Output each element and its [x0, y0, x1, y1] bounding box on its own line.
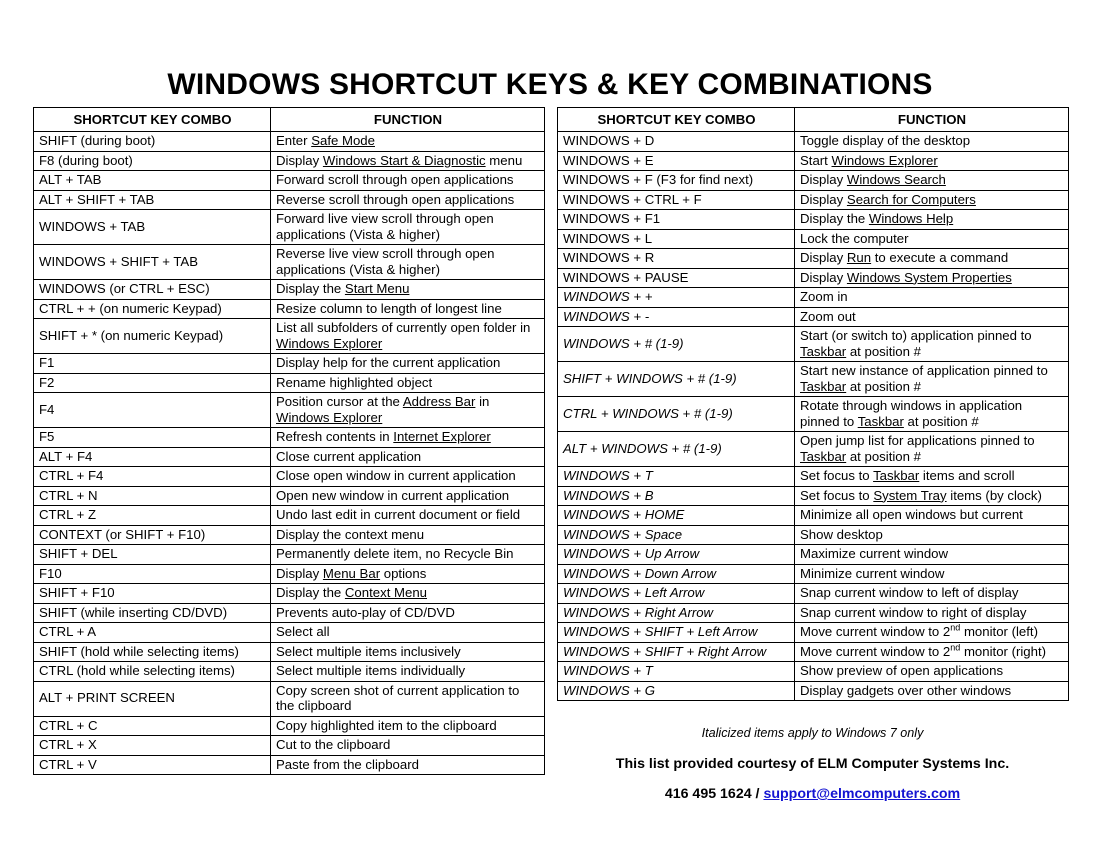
- cell-function: Rename highlighted object: [271, 373, 545, 393]
- cell-shortcut-combo: ALT + SHIFT + TAB: [34, 190, 271, 210]
- cell-shortcut-combo: CTRL + WINDOWS + # (1-9): [558, 397, 795, 432]
- cell-shortcut-combo: WINDOWS + TAB: [34, 210, 271, 245]
- column-header-combo: SHORTCUT KEY COMBO: [34, 108, 271, 132]
- cell-shortcut-combo: WINDOWS + F1: [558, 210, 795, 230]
- table-row: [34, 584, 545, 604]
- table-row: [34, 506, 545, 526]
- cell-function: Position cursor at the Address Bar in Windows Explorer: [271, 393, 545, 428]
- cell-function: Select all: [271, 623, 545, 643]
- cell-function: Snap current window to left of display: [795, 584, 1069, 604]
- cell-function: Forward scroll through open applications: [271, 171, 545, 191]
- cell-shortcut-combo: WINDOWS + Space: [558, 525, 795, 545]
- cell-shortcut-combo: WINDOWS + CTRL + F: [558, 190, 795, 210]
- table-row: [558, 525, 1069, 545]
- cell-function: Refresh contents in Internet Explorer: [271, 428, 545, 448]
- cell-shortcut-combo: SHIFT (during boot): [34, 132, 271, 152]
- cell-function: Open jump list for applications pinned to Taskbar at position #: [795, 432, 1069, 467]
- cell-shortcut-combo: SHIFT + DEL: [34, 545, 271, 565]
- cell-function: Resize column to length of longest line: [271, 299, 545, 319]
- cell-shortcut-combo: WINDOWS + SHIFT + TAB: [34, 245, 271, 280]
- cell-shortcut-combo: SHIFT + WINDOWS + # (1-9): [558, 362, 795, 397]
- cell-shortcut-combo: WINDOWS + Down Arrow: [558, 564, 795, 584]
- cell-function: Start new instance of application pinned to Taskbar at position #: [795, 362, 1069, 397]
- cell-shortcut-combo: CTRL + A: [34, 623, 271, 643]
- cell-function: Display Windows Search: [795, 171, 1069, 191]
- cell-function: Undo last edit in current document or field: [271, 506, 545, 526]
- table-row: [34, 662, 545, 682]
- table-row: [34, 486, 545, 506]
- table-row: [558, 307, 1069, 327]
- cell-function: Display the Start Menu: [271, 280, 545, 300]
- table-row: [34, 210, 545, 245]
- cell-shortcut-combo: WINDOWS + T: [558, 662, 795, 682]
- cell-function: Set focus to System Tray items (by clock): [795, 486, 1069, 506]
- cell-shortcut-combo: WINDOWS + # (1-9): [558, 327, 795, 362]
- table-row: [558, 467, 1069, 487]
- cell-shortcut-combo: WINDOWS + Right Arrow: [558, 603, 795, 623]
- table-row: [558, 432, 1069, 467]
- table-row: [34, 716, 545, 736]
- table-row: [558, 190, 1069, 210]
- cell-shortcut-combo: SHIFT + * (on numeric Keypad): [34, 319, 271, 354]
- table-row: [34, 564, 545, 584]
- table-row: [558, 681, 1069, 701]
- table-row: [558, 249, 1069, 269]
- cell-function: Display Run to execute a command: [795, 249, 1069, 269]
- cell-shortcut-combo: SHIFT + F10: [34, 584, 271, 604]
- cell-function: Show desktop: [795, 525, 1069, 545]
- cell-shortcut-combo: CTRL + C: [34, 716, 271, 736]
- cell-shortcut-combo: WINDOWS + SHIFT + Left Arrow: [558, 623, 795, 643]
- table-row: [34, 525, 545, 545]
- cell-shortcut-combo: WINDOWS + R: [558, 249, 795, 269]
- table-row: [34, 545, 545, 565]
- cell-function: Display the context menu: [271, 525, 545, 545]
- footer-courtesy-line: This list provided courtesy of ELM Computer Systems Inc.: [615, 756, 1010, 772]
- table-row: [34, 299, 545, 319]
- cell-function: Permanently delete item, no Recycle Bin: [271, 545, 545, 565]
- cell-shortcut-combo: CTRL + V: [34, 755, 271, 775]
- table-row: [558, 229, 1069, 249]
- cell-function: Show preview of open applications: [795, 662, 1069, 682]
- footer: [557, 725, 1068, 803]
- table-row: [34, 755, 545, 775]
- cell-function: Display help for the current application: [271, 354, 545, 374]
- cell-function: Set focus to Taskbar items and scroll: [795, 467, 1069, 487]
- cell-shortcut-combo: F1: [34, 354, 271, 374]
- cell-shortcut-combo: WINDOWS + B: [558, 486, 795, 506]
- cell-shortcut-combo: WINDOWS + E: [558, 151, 795, 171]
- table-row: [34, 681, 545, 716]
- cell-function: Display the Windows Help: [795, 210, 1069, 230]
- table-row: [34, 428, 545, 448]
- cell-shortcut-combo: CTRL + X: [34, 736, 271, 756]
- cell-function: Close open window in current application: [271, 467, 545, 487]
- cell-shortcut-combo: WINDOWS + T: [558, 467, 795, 487]
- cell-function: Move current window to 2nd monitor (left): [795, 623, 1069, 643]
- cell-function: Paste from the clipboard: [271, 755, 545, 775]
- cell-shortcut-combo: WINDOWS + Up Arrow: [558, 545, 795, 565]
- cell-function: Forward live view scroll through open applications (Vista & higher): [271, 210, 545, 245]
- cell-shortcut-combo: F10: [34, 564, 271, 584]
- table-row: [34, 171, 545, 191]
- cell-function: Lock the computer: [795, 229, 1069, 249]
- shortcut-table-left: [33, 107, 545, 775]
- table-row: [558, 486, 1069, 506]
- cell-shortcut-combo: WINDOWS + SHIFT + Right Arrow: [558, 642, 795, 662]
- cell-shortcut-combo: ALT + F4: [34, 447, 271, 467]
- table-row: [558, 132, 1069, 152]
- table-row: [558, 545, 1069, 565]
- cell-function: Reverse scroll through open applications: [271, 190, 545, 210]
- cell-shortcut-combo: WINDOWS + -: [558, 307, 795, 327]
- cell-shortcut-combo: CTRL (hold while selecting items): [34, 662, 271, 682]
- cell-function: Zoom out: [795, 307, 1069, 327]
- table-row: [34, 319, 545, 354]
- table-row: [558, 506, 1069, 526]
- table-row: [34, 736, 545, 756]
- cell-function: Display Search for Computers: [795, 190, 1069, 210]
- cell-function: Cut to the clipboard: [271, 736, 545, 756]
- cell-shortcut-combo: ALT + WINDOWS + # (1-9): [558, 432, 795, 467]
- cell-shortcut-combo: SHIFT (while inserting CD/DVD): [34, 603, 271, 623]
- table-row: [558, 584, 1069, 604]
- cell-function: Start (or switch to) application pinned to Taskbar at position #: [795, 327, 1069, 362]
- cell-shortcut-combo: WINDOWS (or CTRL + ESC): [34, 280, 271, 300]
- footer-phone: 416 495 1624: [664, 786, 752, 802]
- cell-shortcut-combo: SHIFT (hold while selecting items): [34, 642, 271, 662]
- table-row: [558, 151, 1069, 171]
- table-row: [34, 280, 545, 300]
- table-body-left: [34, 132, 545, 775]
- cell-function: Copy screen shot of current application to the clipboard: [271, 681, 545, 716]
- table-row: [34, 132, 545, 152]
- cell-function: Display gadgets over other windows: [795, 681, 1069, 701]
- cell-shortcut-combo: ALT + PRINT SCREEN: [34, 681, 271, 716]
- table-row: [558, 288, 1069, 308]
- table-row: [34, 354, 545, 374]
- cell-function: Display Menu Bar options: [271, 564, 545, 584]
- cell-function: Select multiple items individually: [271, 662, 545, 682]
- cell-shortcut-combo: CTRL + F4: [34, 467, 271, 487]
- cell-function: Copy highlighted item to the clipboard: [271, 716, 545, 736]
- column-header-function: FUNCTION: [271, 108, 545, 132]
- cell-function: Zoom in: [795, 288, 1069, 308]
- cell-shortcut-combo: CTRL + + (on numeric Keypad): [34, 299, 271, 319]
- table-row: [558, 397, 1069, 432]
- cell-function: Close current application: [271, 447, 545, 467]
- table-row: [34, 151, 545, 171]
- cell-shortcut-combo: WINDOWS + HOME: [558, 506, 795, 526]
- cell-shortcut-combo: ALT + TAB: [34, 171, 271, 191]
- table-row: [558, 210, 1069, 230]
- cell-function: Snap current window to right of display: [795, 603, 1069, 623]
- cell-function: Display Windows System Properties: [795, 268, 1069, 288]
- cell-shortcut-combo: F8 (during boot): [34, 151, 271, 171]
- cell-function: Toggle display of the desktop: [795, 132, 1069, 152]
- table-body-right: [558, 132, 1069, 701]
- cell-function: Minimize current window: [795, 564, 1069, 584]
- cell-function: Rotate through windows in application pinned to Taskbar at position #: [795, 397, 1069, 432]
- cell-shortcut-combo: CTRL + N: [34, 486, 271, 506]
- column-header-combo: SHORTCUT KEY COMBO: [558, 108, 795, 132]
- cell-shortcut-combo: WINDOWS + L: [558, 229, 795, 249]
- table-row: [34, 245, 545, 280]
- cell-function: List all subfolders of currently open folder in Windows Explorer: [271, 319, 545, 354]
- table-row: [558, 171, 1069, 191]
- cell-shortcut-combo: WINDOWS + Left Arrow: [558, 584, 795, 604]
- footer-italic-note: Italicized items apply to Windows 7 only: [701, 726, 924, 740]
- cell-shortcut-combo: CONTEXT (or SHIFT + F10): [34, 525, 271, 545]
- table-row: [558, 268, 1069, 288]
- cell-function: Start Windows Explorer: [795, 151, 1069, 171]
- table-row: [558, 603, 1069, 623]
- cell-function: Reverse live view scroll through open applications (Vista & higher): [271, 245, 545, 280]
- table-row: [34, 393, 545, 428]
- cell-function: Move current window to 2nd monitor (right): [795, 642, 1069, 662]
- cell-function: Enter Safe Mode: [271, 132, 545, 152]
- table-row: [34, 467, 545, 487]
- table-header-row: [34, 108, 545, 132]
- cell-function: Prevents auto-play of CD/DVD: [271, 603, 545, 623]
- cell-function: Display Windows Start & Diagnostic menu: [271, 151, 545, 171]
- table-row: [558, 327, 1069, 362]
- cell-shortcut-combo: F2: [34, 373, 271, 393]
- cell-function: Select multiple items inclusively: [271, 642, 545, 662]
- table-row: [558, 564, 1069, 584]
- cell-shortcut-combo: WINDOWS + PAUSE: [558, 268, 795, 288]
- cell-shortcut-combo: WINDOWS + F (F3 for find next): [558, 171, 795, 191]
- cell-function: Open new window in current application: [271, 486, 545, 506]
- table-row: [34, 447, 545, 467]
- shortcut-table-right: [557, 107, 1069, 701]
- cell-shortcut-combo: F5: [34, 428, 271, 448]
- table-row: [34, 373, 545, 393]
- table-header-row: [558, 108, 1069, 132]
- table-row: [558, 642, 1069, 662]
- table-row: [558, 662, 1069, 682]
- table-row: [34, 190, 545, 210]
- footer-contact-line: [557, 785, 1068, 803]
- column-header-function: FUNCTION: [795, 108, 1069, 132]
- cell-shortcut-combo: WINDOWS + D: [558, 132, 795, 152]
- footer-email-link[interactable]: support@elmcomputers.com: [763, 786, 961, 802]
- table-row: [558, 362, 1069, 397]
- cell-shortcut-combo: WINDOWS + G: [558, 681, 795, 701]
- table-row: [34, 603, 545, 623]
- table-row: [34, 623, 545, 643]
- cell-function: Minimize all open windows but current: [795, 506, 1069, 526]
- table-row: [34, 642, 545, 662]
- cell-function: Maximize current window: [795, 545, 1069, 565]
- footer-separator: /: [751, 786, 764, 802]
- page-title: WINDOWS SHORTCUT KEYS & KEY COMBINATIONS: [167, 68, 933, 102]
- cell-shortcut-combo: WINDOWS + +: [558, 288, 795, 308]
- table-row: [558, 623, 1069, 643]
- cell-shortcut-combo: F4: [34, 393, 271, 428]
- cell-function: Display the Context Menu: [271, 584, 545, 604]
- cell-shortcut-combo: CTRL + Z: [34, 506, 271, 526]
